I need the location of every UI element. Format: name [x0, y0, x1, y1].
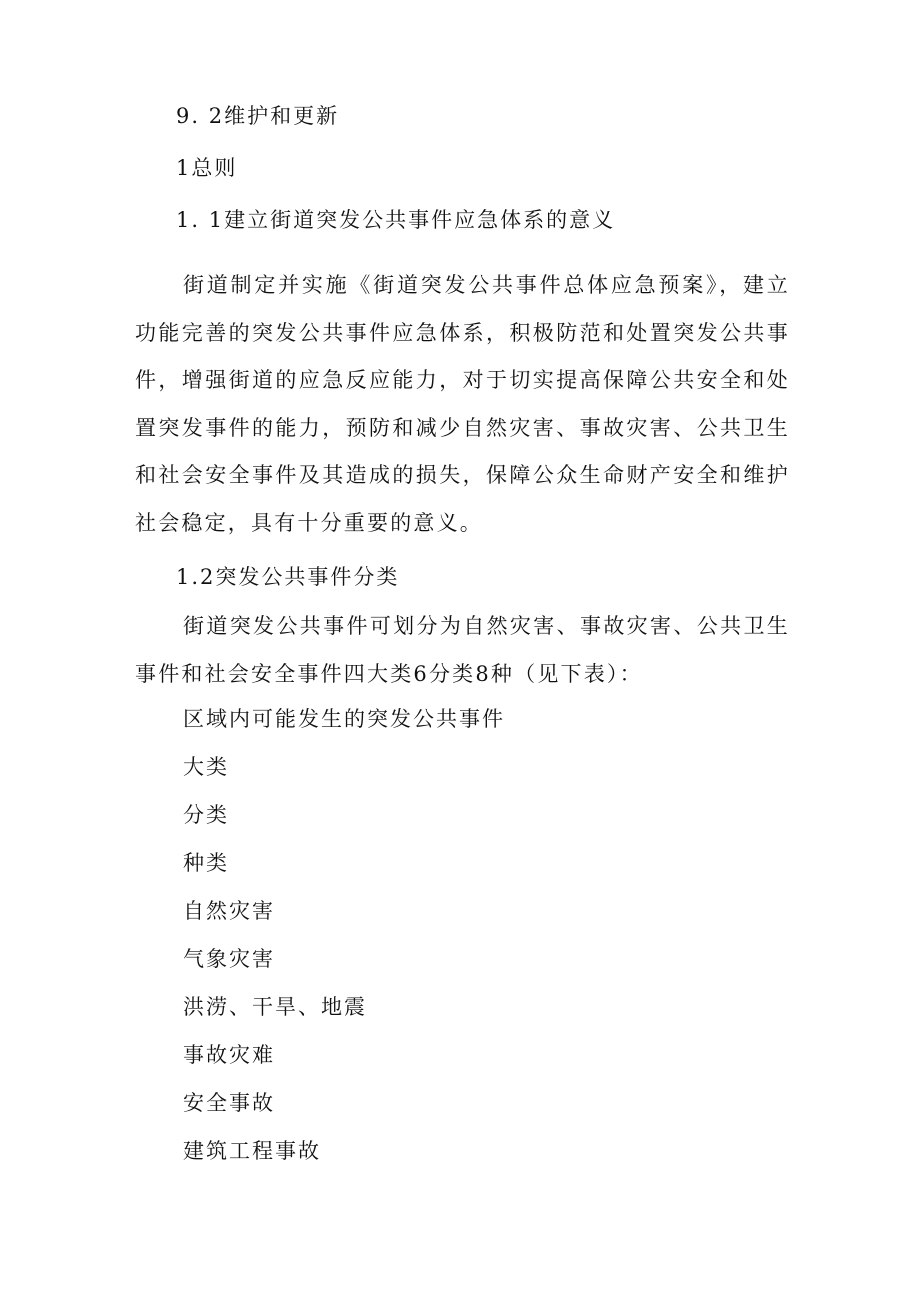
- section-heading-9-2: 9. 2维护和更新: [176, 104, 340, 128]
- table-line: 分类: [183, 803, 229, 827]
- section-heading-1-1: 1. 1建立街道突发公共事件应急体系的意义: [176, 208, 616, 232]
- table-line: 安全事故: [183, 1091, 275, 1115]
- body-paragraph-significance: 街道制定并实施《街道突发公共事件总体应急预案》，建立功能完善的突发公共事件应急体系，积极防范和处置突发公共事件，增强街道的应急反应能力，对于切实提高保障公共安全和处置突发事件的能力，预防和减少自然灾害、事故灾害、公共卫生和社会安全事件及其造成的损失，保障公众生命财产安全和维护社会稳定，具有十分重要的意义。: [135, 273, 790, 535]
- section-heading-1: 1总则: [176, 156, 238, 180]
- table-line: 区域内可能发生的突发公共事件: [183, 707, 505, 731]
- table-line: 种类: [183, 851, 229, 875]
- body-paragraph-classification: 街道突发公共事件可划分为自然灾害、事故灾害、公共卫生事件和社会安全事件四大类6分类8种（见下表）：: [135, 614, 790, 686]
- table-line: 自然灾害: [183, 899, 275, 923]
- table-line: 洪涝、干旱、地震: [183, 995, 367, 1019]
- table-line: 大类: [183, 755, 229, 779]
- table-line: 气象灾害: [183, 947, 275, 971]
- section-heading-1-2: 1.2突发公共事件分类: [176, 565, 400, 589]
- table-line: 事故灾难: [183, 1043, 275, 1067]
- table-line: 建筑工程事故: [183, 1139, 321, 1163]
